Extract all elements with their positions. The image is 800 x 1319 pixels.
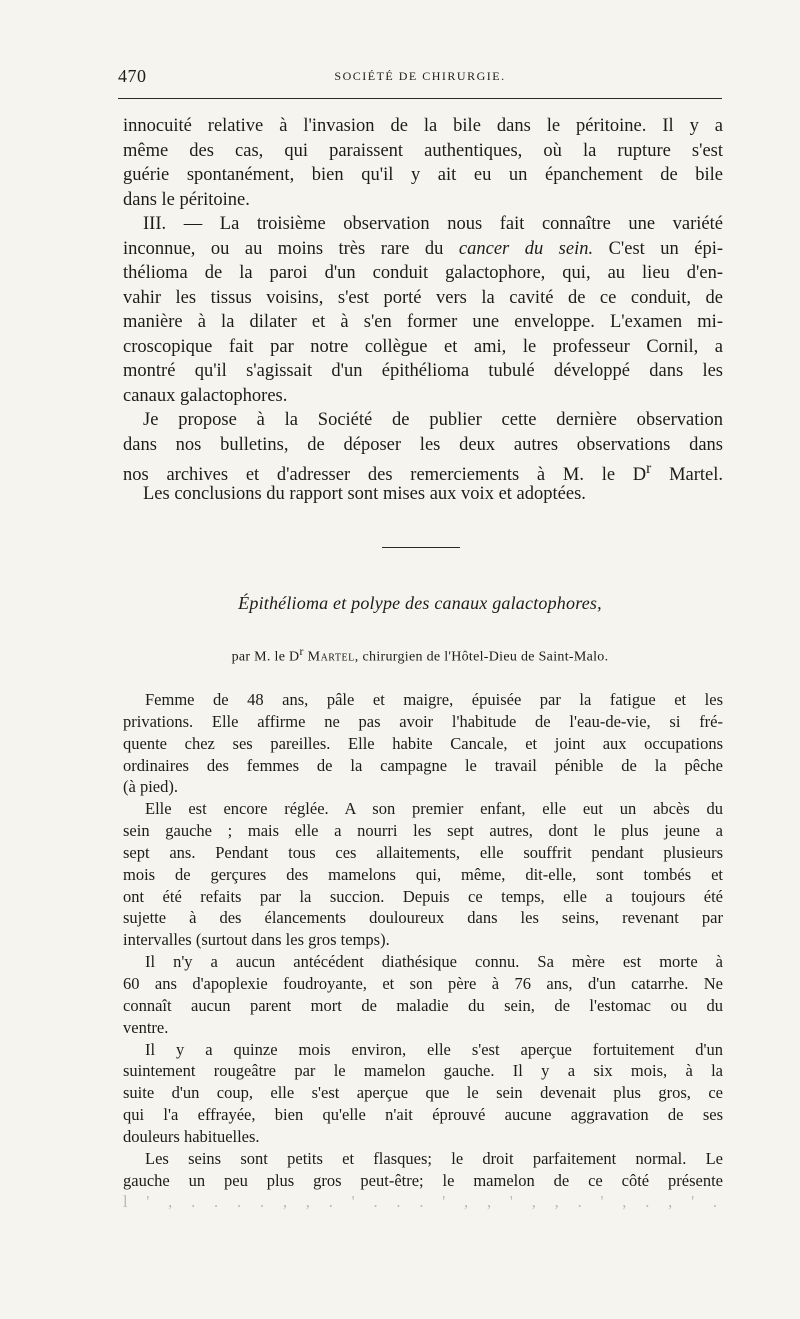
author-name: Martel, xyxy=(303,649,359,665)
text-line: qui l'a effrayée, bien qu'elle n'ait éprouvé aucune aggravation de ses xyxy=(123,1105,723,1125)
report-conclusion-text xyxy=(123,114,723,506)
text-line: même des cas, qui paraissent authentiques, où la rupture s'est xyxy=(123,140,723,161)
article-byline xyxy=(118,645,722,666)
text-line: douleurs habituelles. xyxy=(123,1126,260,1146)
text-fragment: C'est un épi- xyxy=(593,238,723,259)
text-line xyxy=(123,457,723,482)
text-line: montré qu'il s'agissait d'un épithélioma tubulé développé dans les xyxy=(123,361,723,381)
page-number: 470 xyxy=(118,66,147,86)
text-line: croscopique fait par notre collègue et ami, le professeur Cornil, a xyxy=(123,336,723,357)
text-line: Il n'y a aucun antécédent diathésique connu. Sa mère est morte à xyxy=(145,952,723,972)
case-observation-text xyxy=(123,689,723,1213)
text-line: canaux galactophores. xyxy=(123,385,288,406)
text-line: sujette à des élancements douloureux dans les seins, revenant par xyxy=(123,908,723,928)
text-line: ont été refaits par la succion. Depuis ce temps, elle a toujours été xyxy=(123,886,723,906)
page-header xyxy=(118,66,722,90)
text-line: Je propose à la Société de publier cette dernière observation xyxy=(143,410,723,430)
section-divider xyxy=(382,547,460,548)
article-title: Épithélioma et polype des canaux galactophores, xyxy=(238,593,602,613)
text-line: Femme de 48 ans, pâle et maigre, épuisée par la fatigue et les xyxy=(145,690,723,709)
text-line: thélioma de la paroi d'un conduit galactophore, qui, au lieu d'en- xyxy=(123,263,723,283)
text-line: sept ans. Pendant tous ces allaitements, elle souffrit pendant plusieurs xyxy=(123,842,723,862)
text-line: 60 ans d'apoplexie foudroyante, et son père à 76 ans, d'un catarrhe. Ne xyxy=(123,973,723,993)
text-line: Les seins sont petits et flasques; le droit parfaitement normal. Le xyxy=(145,1148,723,1168)
text-line: Elle est encore réglée. A son premier enfant, elle eut un abcès du xyxy=(145,799,723,819)
text-line: III. — La troisième observation nous fait connaître une variété xyxy=(143,214,723,234)
text-line: ventre. xyxy=(123,1017,169,1037)
text-line: privations. Elle affirme ne pas avoir l'habitude de l'eau-de-vie, si fré- xyxy=(123,711,723,731)
text-line: innocuité relative à l'invasion de la bile dans le péritoine. Il y a xyxy=(123,116,723,136)
text-line: suintement rougeâtre par le mamelon gauche. Il y a six mois, à la xyxy=(123,1061,723,1081)
text-line: ordinaires des femmes de la campagne le travail pénible de la pêche xyxy=(123,755,723,775)
running-title: SOCIÉTÉ DE CHIRURGIE. xyxy=(334,69,506,83)
text-line: connaît aucun parent mort de maladie du sein, de l'estomac ou du xyxy=(123,995,723,1015)
text-line: intervalles (surtout dans les gros temps). xyxy=(123,930,390,950)
text-line: guérie spontanément, bien qu'il y ait eu un épanchement de bile xyxy=(123,165,723,185)
text-fragment: nos archives et d'adresser des remerciements à M. le D xyxy=(123,465,647,482)
byline-prefix: par M. le D xyxy=(231,649,300,665)
text-line: suite d'un coup, elle s'est aperçue que le sein devenait plus gros, ce xyxy=(123,1083,723,1103)
text-line: dans le péritoine. xyxy=(123,189,250,210)
text-fragment: Martel. xyxy=(651,465,723,482)
superscript: r xyxy=(299,645,304,658)
superscript: r xyxy=(646,460,652,477)
text-line: Il y a quinze mois environ, elle s'est aperçue fortuitement d'un xyxy=(145,1039,723,1059)
text-line: (à pied). xyxy=(123,777,178,797)
text-line xyxy=(123,237,723,262)
text-line-cut-off: l ' , . . . . , , . ' . . . ' , , ' , , . ' , . , ' . xyxy=(123,1192,723,1212)
text-fragment: inconnue, ou au moins très rare du xyxy=(123,238,444,259)
text-line: quente chez ses pareilles. Elle habite Cancale, et joint aux occupations xyxy=(123,733,723,753)
byline-suffix: chirurgien de l'Hôtel-Dieu de Saint-Malo. xyxy=(358,649,609,665)
text-line: dans nos bulletins, de déposer les deux autres observations dans xyxy=(123,434,723,455)
text-line: vahir les tissus voisins, s'est porté vers la cavité de ce conduit, de xyxy=(123,287,723,308)
text-line: gauche un peu plus gros peut-être; le mamelon de ce côté présente xyxy=(123,1170,723,1190)
italic-term: cancer du sein. xyxy=(458,238,594,259)
text-line: Les conclusions du rapport sont mises aux voix et adoptées. xyxy=(143,483,586,504)
text-line: mois de gerçures des mamelons qui, même, dit-elle, sont tombés et xyxy=(123,864,723,884)
header-rule xyxy=(118,98,722,99)
text-line: sein gauche ; mais elle a nourri les sept autres, dont le plus jeune a xyxy=(123,821,723,841)
text-line: manière à la dilater et à s'en former une enveloppe. L'examen mi- xyxy=(123,312,723,332)
